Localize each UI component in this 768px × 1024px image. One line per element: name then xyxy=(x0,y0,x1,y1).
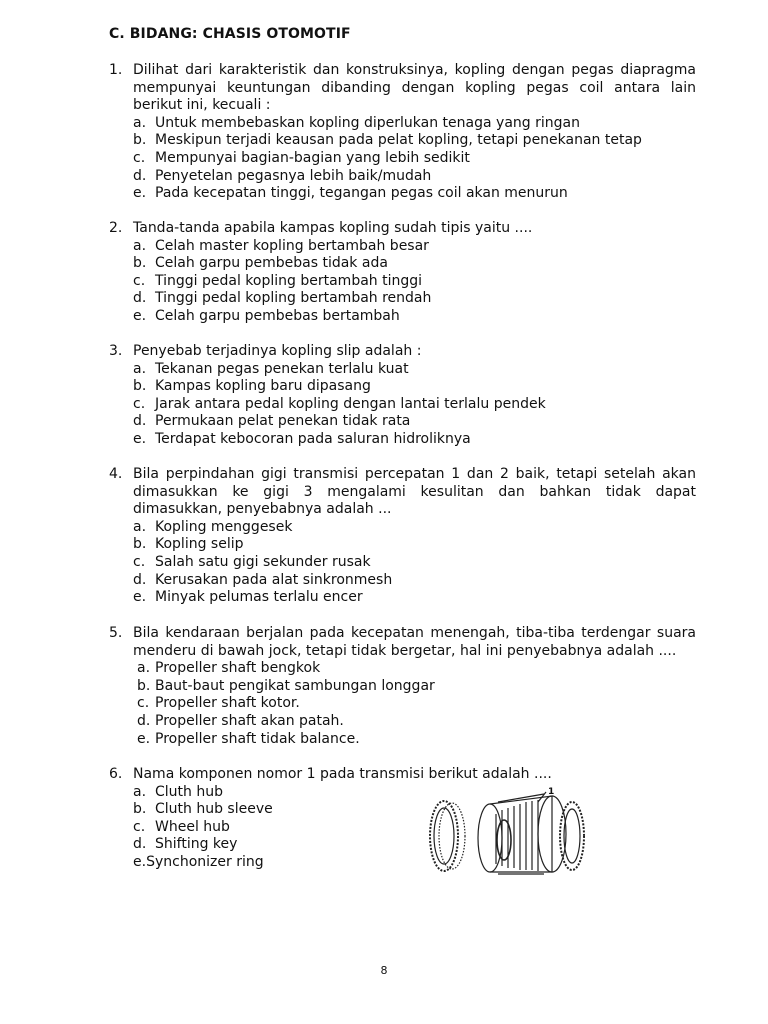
question-stem: Nama komponen nomor 1 pada transmisi berikut adalah .... xyxy=(133,766,552,782)
option-e xyxy=(109,308,696,326)
option-letter: c. xyxy=(133,272,146,289)
question-stem: Bila kendaraan berjalan pada kecepatan menengah, tiba-tiba terdengar suara menderu di bawah jock, tetapi tidak bergetar, hal ini penyebabnya adalah .... xyxy=(133,625,696,659)
option-letter: d. xyxy=(133,571,147,588)
option-letter: a. xyxy=(133,518,147,535)
question-number: 6. xyxy=(109,766,123,782)
option-letter: d. xyxy=(133,836,147,853)
option-list xyxy=(109,519,696,607)
option-letter: b. xyxy=(133,132,147,149)
option-text: Mempunyai bagian-bagian yang lebih sedikit xyxy=(155,149,470,166)
option-text: Wheel hub xyxy=(155,818,230,835)
option-e xyxy=(109,589,696,607)
option-e xyxy=(109,431,696,449)
question-4 xyxy=(109,466,696,607)
option-a xyxy=(109,115,696,133)
option-letter: b. xyxy=(137,677,151,694)
option-text: Terdapat kebocoran pada saluran hidroliknya xyxy=(155,430,471,447)
option-d xyxy=(109,836,409,854)
question-2 xyxy=(109,220,696,326)
option-c xyxy=(109,554,696,572)
option-text: Shifting key xyxy=(155,836,238,853)
option-letter: e. xyxy=(133,853,147,870)
option-text: Kopling menggesek xyxy=(155,518,293,535)
question-stem: Penyebab terjadinya kopling slip adalah : xyxy=(133,343,422,359)
option-letter: c. xyxy=(133,553,146,570)
option-text: Untuk membebaskan kopling diperlukan tenaga yang ringan xyxy=(155,114,580,131)
option-text: Meskipun terjadi keausan pada pelat kopling, tetapi penekanan tetap xyxy=(155,132,642,149)
option-list xyxy=(109,238,696,326)
option-text: Celah garpu pembebas tidak ada xyxy=(155,255,388,272)
option-text: Tinggi pedal kopling bertambah tinggi xyxy=(155,272,423,289)
option-d xyxy=(109,413,696,431)
option-d xyxy=(109,713,696,731)
option-text: Minyak pelumas terlalu encer xyxy=(155,589,363,606)
option-list xyxy=(109,660,696,748)
option-letter: d. xyxy=(133,413,147,430)
option-letter: b. xyxy=(133,255,147,272)
option-b xyxy=(109,801,409,819)
question-number: 3. xyxy=(109,343,123,359)
option-text: Propeller shaft akan patah. xyxy=(155,712,344,729)
option-c xyxy=(109,819,409,837)
option-letter: b. xyxy=(133,801,147,818)
option-d xyxy=(109,290,696,308)
option-letter: d. xyxy=(137,712,151,729)
option-c xyxy=(109,695,696,713)
question-number: 5. xyxy=(109,625,123,641)
option-e xyxy=(109,854,409,872)
option-b xyxy=(109,255,696,273)
question-stem: Dilihat dari karakteristik dan konstruksinya, kopling dengan pegas diapragma mempunyai keuntungan dibanding dengan kopling pegas coil antara lain berikut ini, kecuali : xyxy=(133,62,696,114)
option-letter: e. xyxy=(133,589,147,606)
figure-callout-label: 1 xyxy=(548,787,555,797)
option-e xyxy=(109,185,696,203)
option-text: Tinggi pedal kopling bertambah rendah xyxy=(155,290,432,307)
option-list xyxy=(109,784,409,872)
option-a xyxy=(109,519,696,537)
option-letter: b. xyxy=(133,536,147,553)
option-text: Propeller shaft tidak balance. xyxy=(155,730,360,747)
option-letter: e. xyxy=(137,730,151,747)
option-letter: d. xyxy=(133,290,147,307)
option-letter: a. xyxy=(133,114,147,131)
option-e xyxy=(109,731,696,749)
option-b xyxy=(109,536,696,554)
option-text: Kampas kopling baru dipasang xyxy=(155,378,371,395)
question-5 xyxy=(109,625,696,748)
option-b xyxy=(109,678,696,696)
option-text: Jarak antara pedal kopling dengan lantai terlalu pendek xyxy=(155,395,546,412)
option-text: Permukaan pelat penekan tidak rata xyxy=(155,413,411,430)
question-number: 1. xyxy=(109,62,123,78)
option-letter: e. xyxy=(133,185,147,202)
option-text: Tekanan pegas penekan terlalu kuat xyxy=(155,360,409,377)
option-letter: c. xyxy=(137,695,150,712)
option-letter: e. xyxy=(133,307,147,324)
option-letter: e. xyxy=(133,430,147,447)
synchronizer-assembly-figure xyxy=(412,780,612,878)
option-text: Synchonizer ring xyxy=(146,853,264,870)
option-b xyxy=(109,378,696,396)
option-text: Pada kecepatan tinggi, tegangan pegas coil akan menurun xyxy=(155,185,568,202)
option-text: Celah master kopling bertambah besar xyxy=(155,237,429,254)
question-number: 2. xyxy=(109,220,123,236)
option-text: Propeller shaft bengkok xyxy=(155,660,321,677)
option-text: Kerusakan pada alat sinkronmesh xyxy=(155,571,393,588)
option-a xyxy=(109,361,696,379)
option-text: Propeller shaft kotor. xyxy=(155,695,300,712)
question-number: 4. xyxy=(109,466,123,482)
option-text: Kopling selip xyxy=(155,536,244,553)
option-c xyxy=(109,273,696,291)
option-letter: a. xyxy=(133,360,147,377)
option-a xyxy=(109,660,696,678)
option-a xyxy=(109,784,409,802)
option-text: Penyetelan pegasnya lebih baik/mudah xyxy=(155,167,432,184)
option-text: Salah satu gigi sekunder rusak xyxy=(155,553,371,570)
option-text: Baut-baut pengikat sambungan longgar xyxy=(155,677,435,694)
option-letter: c. xyxy=(133,395,146,412)
question-3 xyxy=(109,343,696,449)
question-stem: Bila perpindahan gigi transmisi percepatan 1 dan 2 baik, tetapi setelah akan dimasukkan ke gigi 3 mengalami kesulitan dan bahkan tidak dapat dimasukkan, penyebabnya adalah ... xyxy=(133,466,696,518)
option-d xyxy=(109,168,696,186)
option-letter: a. xyxy=(133,783,147,800)
option-list xyxy=(109,361,696,449)
option-list xyxy=(109,115,696,203)
option-letter: a. xyxy=(133,237,147,254)
option-a xyxy=(109,238,696,256)
question-stem: Tanda-tanda apabila kampas kopling sudah tipis yaitu .... xyxy=(133,220,533,236)
option-letter: a. xyxy=(137,660,151,677)
option-text: Cluth hub sleeve xyxy=(155,801,273,818)
option-text: Cluth hub xyxy=(155,783,223,800)
option-letter: d. xyxy=(133,167,147,184)
option-letter: b. xyxy=(133,378,147,395)
section-title: C. BIDANG: CHASIS OTOMOTIF xyxy=(109,26,351,42)
option-letter: c. xyxy=(133,818,146,835)
page-number: 8 xyxy=(380,964,388,977)
option-c xyxy=(109,150,696,168)
option-d xyxy=(109,572,696,590)
option-text: Celah garpu pembebas bertambah xyxy=(155,307,400,324)
question-6 xyxy=(109,766,552,872)
option-b xyxy=(109,132,696,150)
option-letter: c. xyxy=(133,149,146,166)
option-c xyxy=(109,396,696,414)
question-1 xyxy=(109,62,696,203)
